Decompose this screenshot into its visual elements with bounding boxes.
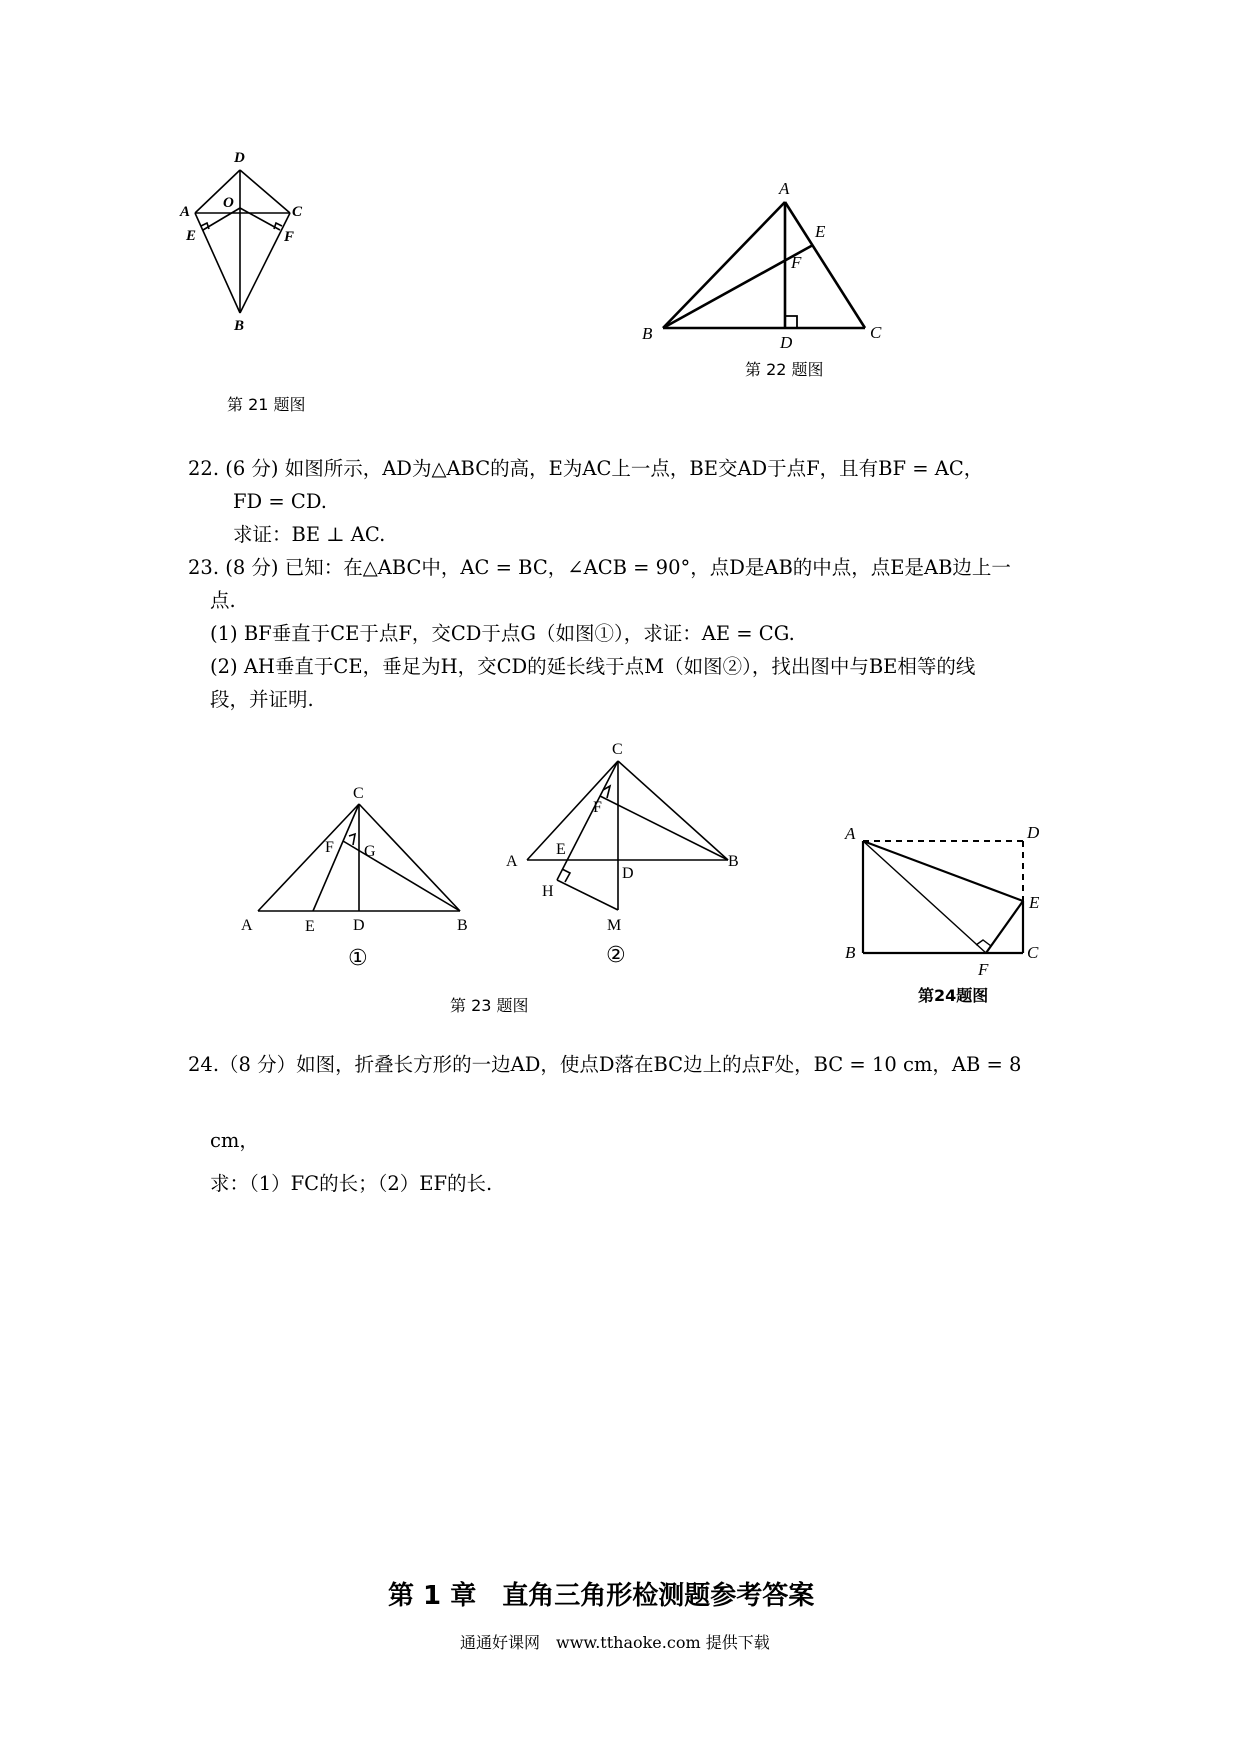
figure-mark-2: ② [606, 943, 626, 968]
question-23-line-5: 段，并证明. [210, 688, 314, 711]
label-C: C [292, 204, 303, 220]
question-24-line-1: 24.（8 分）如图，折叠长方形的一边AD，使点D落在BC边上的点F处，BC = 10 cm，AB = 8 [188, 1053, 1022, 1076]
label-A: A [779, 179, 790, 198]
question-24-line-3: 求：（1）FC的长；（2）EF的长. [210, 1172, 493, 1195]
label-B: B [728, 853, 739, 870]
label-D: D [234, 150, 245, 166]
figure-22-diagram [635, 175, 895, 350]
footer-source: 通通好课网 www.tthaoke.com 提供下载 [460, 1633, 770, 1652]
label-D: D [622, 865, 634, 882]
question-23-line-2: 点. [210, 589, 236, 612]
label-O: O [223, 195, 234, 211]
label-F: F [978, 960, 989, 979]
label-E: E [305, 918, 315, 935]
figure-24 [835, 820, 1055, 1010]
label-G: G [364, 843, 376, 860]
label-E: E [1029, 893, 1040, 912]
label-M: M [607, 917, 622, 934]
figure-21-caption: 第 21 题图 [227, 395, 306, 414]
figure-mark-1: ① [348, 946, 368, 971]
label-A: A [241, 917, 253, 934]
question-22-line-2: FD = CD. [233, 490, 327, 513]
question-23-line-3: (1) BF垂直于CE于点F，交CD于点G（如图①），求证：AE = CG. [210, 622, 795, 645]
label-B: B [234, 318, 245, 334]
label-C: C [1027, 943, 1039, 962]
label-D: D [780, 333, 793, 352]
label-F: F [791, 253, 802, 272]
question-23-line-4: (2) AH垂直于CE，垂足为H，交CD的延长线于点M（如图②），找出图中与BE相等的线 [210, 655, 976, 678]
figure-23-2 [500, 730, 750, 970]
label-E: E [556, 841, 566, 858]
figure-24-diagram [835, 820, 1055, 1010]
figure-22-caption: 第 22 题图 [745, 360, 824, 379]
label-E: E [186, 228, 197, 244]
label-B: B [642, 324, 653, 343]
label-D: D [353, 917, 365, 934]
label-C: C [353, 785, 364, 802]
question-22-line-3: 求证：BE ⊥ AC. [233, 523, 386, 546]
label-B: B [845, 943, 856, 962]
label-A: A [506, 853, 518, 870]
label-C: C [612, 741, 623, 758]
label-A: A [180, 204, 191, 220]
figure-23-1 [241, 780, 480, 980]
label-B: B [457, 917, 468, 934]
question-22-line-1: 22. (6 分) 如图所示，AD为△ABC的高，E为AC上一点，BE交AD于点F，且有BF = AC， [188, 457, 984, 480]
label-A: A [845, 824, 856, 843]
figure-23-2-diagram [500, 730, 750, 970]
answer-section-title: 第 1 章 直角三角形检测题参考答案 [388, 1581, 815, 1611]
figure-21-diagram [180, 150, 340, 380]
figure-24-caption: 第24题图 [918, 986, 989, 1005]
label-E: E [815, 222, 826, 241]
figure-22 [635, 175, 895, 350]
question-24-line-2: cm， [210, 1129, 259, 1152]
question-23-line-1: 23. (8 分) 已知：在△ABC中，AC = BC，∠ACB = 90°，点D是AB的中点，点E是AB边上一 [188, 556, 1011, 579]
figure-23-1-diagram [241, 780, 480, 980]
figure-23-caption: 第 23 题图 [450, 996, 529, 1015]
label-H: H [542, 883, 554, 900]
label-F: F [593, 799, 602, 816]
label-D: D [1027, 823, 1040, 842]
label-C: C [870, 323, 882, 342]
label-F: F [284, 229, 295, 245]
figure-21 [180, 150, 340, 380]
label-F: F [325, 839, 334, 856]
